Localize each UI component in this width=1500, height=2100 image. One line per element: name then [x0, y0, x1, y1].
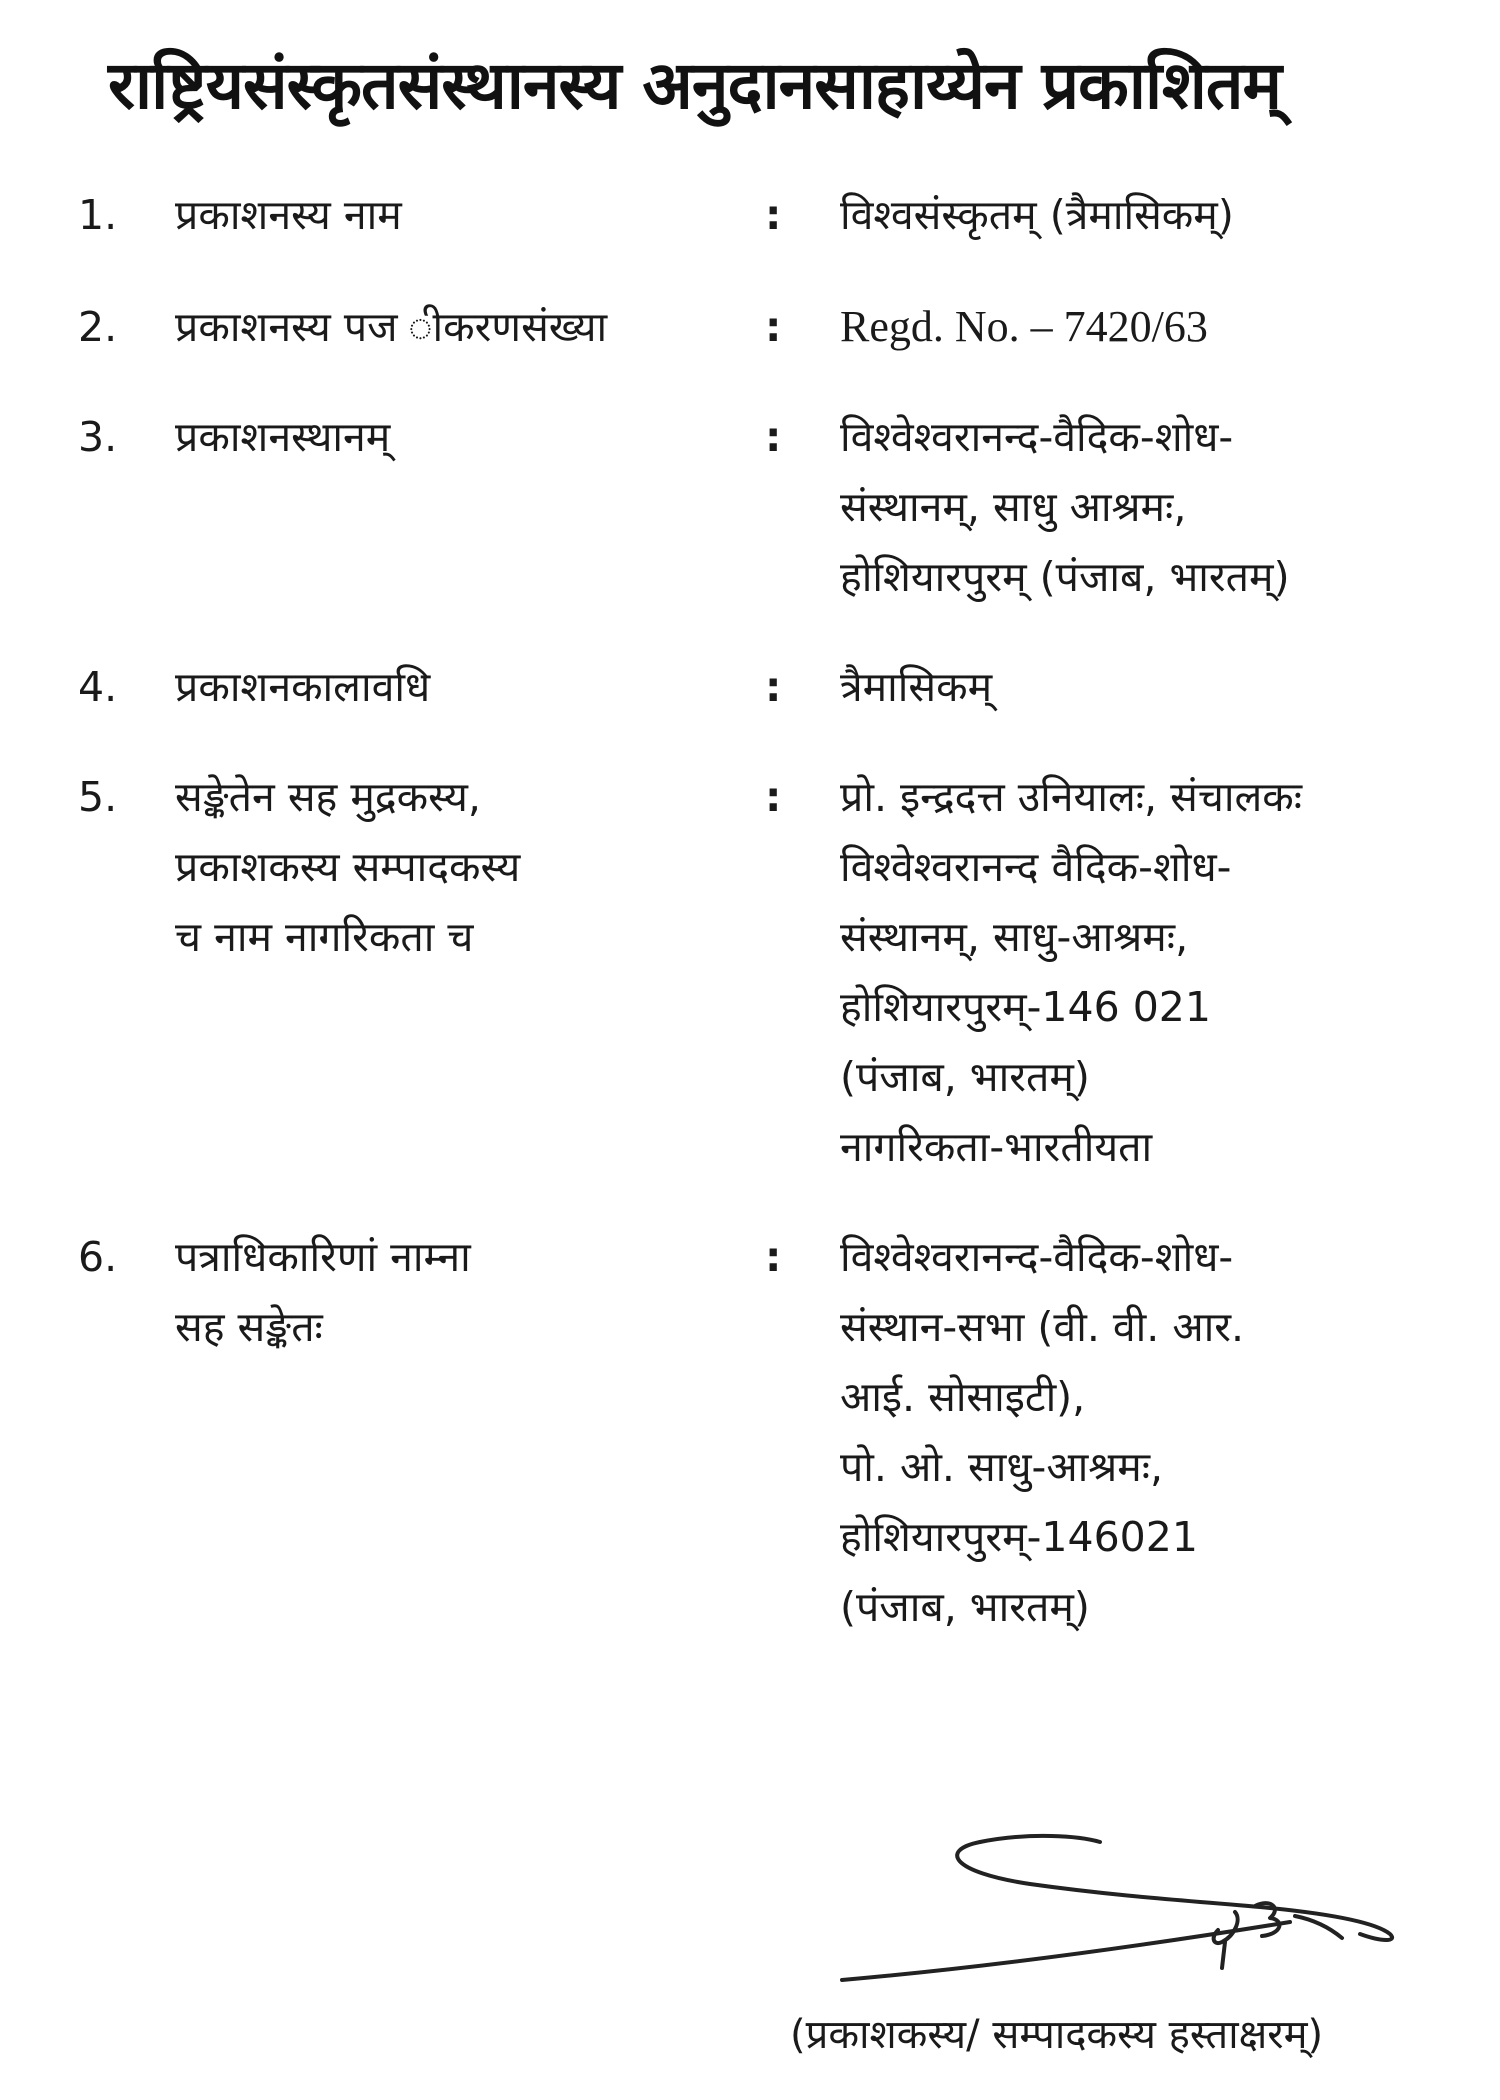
entry-value-line: होशियारपुरम् (पंजाब, भारतम्): [840, 553, 1290, 601]
entry-label-line: सङ्केतेन सह मुद्रकस्य,: [175, 773, 481, 821]
entry-label: [175, 180, 735, 250]
entry-number: 6.: [78, 1233, 118, 1281]
entry-colon: :: [765, 413, 782, 461]
entry-value-line: विश्वसंस्कृतम् (त्रैमासिकम्): [840, 191, 1234, 239]
entry-colon: :: [765, 303, 782, 351]
entry-label: [175, 402, 735, 472]
handwritten-signature: [830, 1830, 1430, 1990]
entry-label-line: च नाम नागरिकता च: [175, 913, 474, 961]
entry-value-line: विश्वेश्वरानन्द-वैदिक-शोध-: [840, 413, 1234, 461]
entry-label: [175, 652, 735, 722]
entry-value-line: पो. ओ. साधु-आश्रमः,: [840, 1443, 1164, 1491]
entry-value-line: होशियारपुरम्-146021: [840, 1513, 1198, 1561]
entry-value-line: (पंजाब, भारतम्): [840, 1583, 1090, 1631]
entry-number: 4.: [78, 663, 118, 711]
entry-value: [840, 292, 1480, 362]
entry-label-line: प्रकाशनस्य नाम: [175, 191, 402, 239]
entry-label: [175, 292, 735, 362]
entry-label: [175, 762, 735, 972]
entry-number: 1.: [78, 191, 118, 239]
entry-number: 2.: [78, 303, 118, 351]
entry-value-line: संस्थानम्, साधु-आश्रमः,: [840, 913, 1189, 961]
entry-colon: :: [765, 191, 782, 239]
entry-label-line: पत्राधिकारिणां नाम्ना: [175, 1233, 471, 1281]
entry-value-line: प्रो. इन्द्रदत्त उनियालः, संचालकः: [840, 773, 1303, 821]
signature-caption: (प्रकाशकस्य/ सम्पादकस्य हस्ताक्षरम्): [790, 2012, 1324, 2058]
entry-value-line: आई. सोसाइटी),: [840, 1373, 1086, 1421]
entry-value: [840, 402, 1480, 612]
entry-colon: :: [765, 773, 782, 821]
entry-label-line: प्रकाशनस्य पज ीकरणसंख्या: [175, 303, 608, 351]
entry-number: 3.: [78, 413, 118, 461]
entry-label-line: प्रकाशनस्थानम्: [175, 413, 391, 461]
entry-value-line: होशियारपुरम्-146 021: [840, 983, 1211, 1031]
entry-value-line: विश्वेश्वरानन्द-वैदिक-शोध-: [840, 1233, 1234, 1281]
entry-value-line: संस्थान-सभा (वी. वी. आर.: [840, 1303, 1245, 1351]
entry-value-line: त्रैमासिकम्: [840, 663, 993, 711]
entry-label-line: प्रकाशनकालावधि: [175, 663, 431, 711]
entry-label-line: प्रकाशकस्य सम्पादकस्य: [175, 843, 521, 891]
entry-label-line: सह सङ्केतः: [175, 1303, 323, 1351]
entry-value: [840, 1222, 1480, 1642]
entry-value: [840, 652, 1480, 722]
entry-label: [175, 1222, 735, 1362]
entry-value-line: विश्वेश्वरानन्द वैदिक-शोध-: [840, 843, 1232, 891]
entry-colon: :: [765, 663, 782, 711]
page-title: राष्ट्रियसंस्कृतसंस्थानस्य अनुदानसाहाय्येन प्रकाशितम्: [108, 47, 1282, 124]
entry-number: 5.: [78, 773, 118, 821]
entry-value-line: नागरिकता-भारतीयता: [840, 1123, 1153, 1171]
entry-colon: :: [765, 1233, 782, 1281]
entry-value-line: संस्थानम्, साधु आश्रमः,: [840, 483, 1187, 531]
entry-value-line: (पंजाब, भारतम्): [840, 1053, 1090, 1101]
registration-number: Regd. No. – 7420/63: [840, 302, 1208, 351]
entry-value: [840, 180, 1480, 250]
entry-value: [840, 762, 1480, 1182]
